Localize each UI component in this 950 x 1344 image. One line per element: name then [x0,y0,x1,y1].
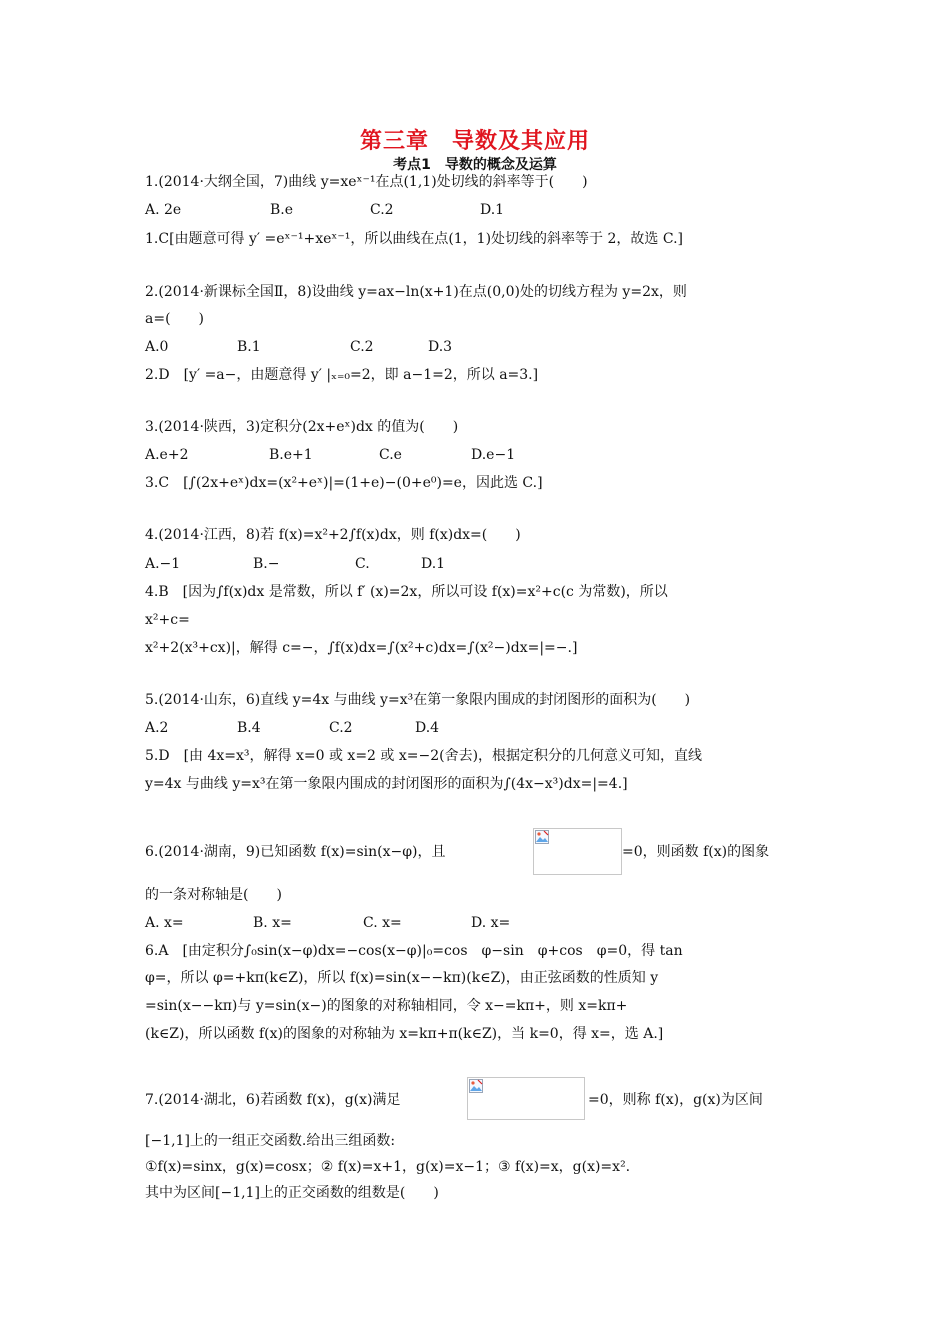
question-6-options [145,913,510,933]
answer-6-line-2: φ=，所以 φ=+kπ(k∈Z)，所以 f(x)=sin(x−−kπ)(k∈Z)，由正弦函数的性质知 y [145,970,659,986]
answer-6-line-4: (k∈Z)，所以函数 f(x)的图象的对称轴为 x=kπ+π(k∈Z)，当 k=0，得 x=，选 A.] [145,1026,664,1042]
section-subtitle: 考点1 导数的概念及运算 [393,157,557,173]
question-2-options [145,337,452,357]
question-1-options [145,200,504,220]
answer-4-line-1: 4.B [因为∫f(x)dx 是常数，所以 f′ (x)=2x，所以可设 f(x)=x²+c(c 为常数)，所以 [145,584,668,600]
answer-6-line-3: =sin(x−−kπ)与 y=sin(x−)的图象的对称轴相同，令 x−=kπ+，则 x=kπ+ [145,998,628,1014]
question-2-stem-cont: a=( ) [145,311,205,327]
question-1-stem: 1.(2014·大纲全国，7)曲线 y=xeˣ⁻¹在点(1,1)处切线的斜率等于( ) [145,174,588,190]
option-a: A.2 [145,720,169,736]
option-c: C.2 [370,202,394,218]
broken-image-icon [535,830,549,844]
question-5-stem: 5.(2014·山东，6)直线 y=4x 与曲线 y=x³在第一象限内围成的封闭图形的面积为( ) [145,692,691,708]
question-3-stem: 3.(2014·陕西，3)定积分(2x+eˣ)dx 的值为( ) [145,419,459,435]
missing-formula-image [467,1077,585,1120]
option-c: C. x= [363,915,402,931]
option-a: A. 2e [145,202,182,218]
option-c: C.2 [350,339,374,355]
answer-4-line-2: x²+c= [145,612,190,628]
option-b: B.e+1 [269,447,313,463]
question-3-options [145,445,515,465]
answer-3: 3.C [∫(2x+eˣ)dx=(x²+eˣ)|=(1+e)−(0+e⁰)=e，因此选 C.] [145,475,543,491]
option-a: A.e+2 [145,447,189,463]
option-b: B.4 [237,720,261,736]
option-c: C.2 [329,720,353,736]
option-d: D.e−1 [471,447,516,463]
question-6-stem: 6.(2014·湖南，9)已知函数 f(x)=sin(x−φ)，且 [145,844,446,860]
option-d: D.3 [428,339,453,355]
answer-1: 1.C[由题意可得 y′ =eˣ⁻¹+xeˣ⁻¹，所以曲线在点(1，1)处切线的斜率等于 2，故选 C.] [145,231,683,247]
answer-5-line-2: y=4x 与曲线 y=x³在第一象限内围成的封闭图形的面积为∫(4x−x³)dx=|=4.] [145,776,628,792]
option-d: D. x= [471,915,511,931]
question-2-stem: 2.(2014·新课标全国Ⅱ，8)设曲线 y=ax−ln(x+1)在点(0,0)处的切线方程为 y=2x，则 [145,284,687,300]
option-a: A.−1 [145,556,181,572]
option-d: D.1 [480,202,505,218]
answer-6-line-1: 6.A [由定积分∫₀sin(x−φ)dx=−cos(x−φ)|₀=cos φ−sin φ+cos φ=0，得 tan [145,943,683,959]
broken-image-icon [469,1079,483,1093]
answer-4-line-3: x²+2(x³+cx)|，解得 c=−，∫f(x)dx=∫(x²+c)dx=∫(x²−)dx=|=−.] [145,640,578,656]
question-7-stem-after: =0，则称 f(x)，g(x)为区间 [588,1092,763,1108]
question-7-line-2: [−1,1]上的一组正交函数.给出三组函数: [145,1133,396,1149]
chapter-title: 第三章 导数及其应用 [359,129,590,154]
question-7-stem: 7.(2014·湖北，6)若函数 f(x)，g(x)满足 [145,1092,401,1108]
option-b: B.e [270,202,294,218]
option-a: A. x= [145,915,184,931]
question-4-options [145,554,445,574]
question-7-line-3: ①f(x)=sinx，g(x)=cosx；② f(x)=x+1，g(x)=x−1；③ f(x)=x，g(x)=x². [145,1159,631,1175]
question-6-stem-after: =0，则函数 f(x)的图象 [622,844,770,860]
option-c: C. [355,556,370,572]
option-a: A.0 [145,339,169,355]
question-7-line-4: 其中为区间[−1,1]上的正交函数的组数是( ) [145,1185,439,1201]
answer-2: 2.D [y′ =a−，由题意得 y′ |ₓ₌₀=2，即 a−1=2，所以 a=3.] [145,367,539,383]
missing-formula-image [533,828,622,875]
question-6-stem-cont: 的一条对称轴是( ) [145,887,282,903]
question-5-options [145,718,439,738]
question-4-stem: 4.(2014·江西，8)若 f(x)=x²+2∫f(x)dx，则 f(x)dx=( ) [145,527,521,543]
option-b: B.− [253,556,280,572]
option-b: B. x= [253,915,292,931]
option-c: C.e [379,447,402,463]
option-d: D.1 [421,556,446,572]
option-d: D.4 [415,720,440,736]
answer-5-line-1: 5.D [由 4x=x³，解得 x=0 或 x=2 或 x=−2(舍去)，根据定积分的几何意义可知，直线 [145,748,703,764]
option-b: B.1 [237,339,261,355]
